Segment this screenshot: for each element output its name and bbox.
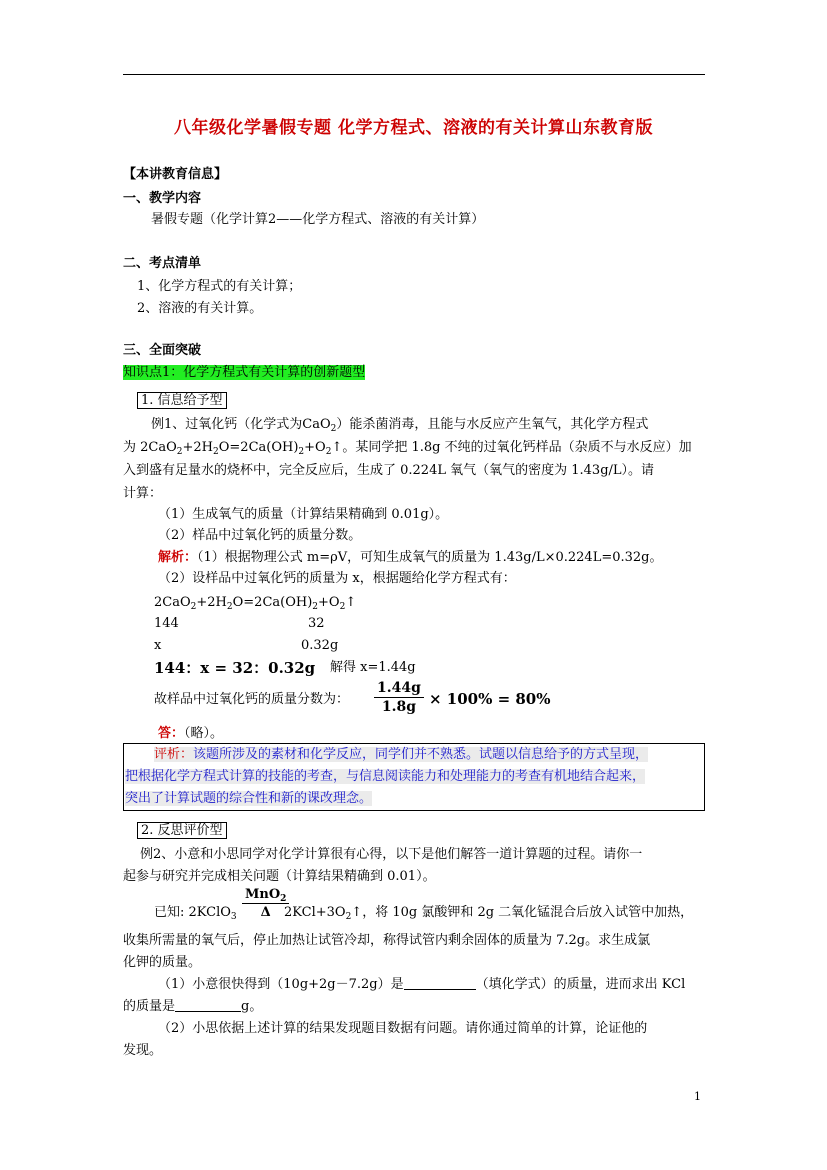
heading-teaching-content: 一、教学内容 [123, 191, 202, 206]
proportion-equation: 144：x = 32：0.32g [154, 659, 316, 677]
example-2-question-1a: （1）小意很快得到（10g+2g－7.2g）是 （填化学式）的质量，进而求出 KCl [158, 977, 686, 992]
fraction-prefix: 故样品中过氧化钙的质量分数为： [154, 692, 350, 707]
solution-line-2: （2）设样品中过氧化钙的质量为 x，根据题给化学方程式有： [158, 571, 516, 586]
heat-symbol: Δ [260, 905, 271, 920]
known-reaction-right: $2KCl+3O_2↑$，将 10g 氯酸钾和 2g 二氧化锰混合后放入试管中加热， [284, 905, 694, 922]
example-2-question-2a: （2）小思依据上述计算的结果发现题目数据有问题。请你通过简单的计算，论证他的 [158, 1021, 648, 1036]
blank-formula[interactable] [404, 976, 476, 990]
catalyst-condition [242, 887, 289, 920]
header-rule [123, 74, 705, 75]
page-number: 1 [694, 1090, 701, 1103]
page-title: 八年级化学暑假专题 化学方程式、溶液的有关计算山东教育版 [174, 118, 653, 138]
key-point-2: 2、溶液的有关计算。 [137, 301, 263, 316]
type-1-label [137, 392, 227, 410]
blank-kcl-mass[interactable] [175, 998, 241, 1012]
solution-line-1: 解析：（1）根据物理公式 m=ρV，可知生成氧气的质量为 1.43g/L×0.224L=0.32g。 [158, 550, 663, 565]
type-2-label [137, 822, 227, 840]
knowledge-highlight: 知识点1：化学方程式有关计算的创新题型 [123, 365, 366, 380]
review-label: 评析： [154, 747, 194, 762]
example-1-line-3: 入到盛有足量水的烧杯中，完全反应后，生成了 0.224L 氧气（氧气的密度为 1.43g/L）。请 [123, 463, 655, 478]
example-2-line-4: 收集所需量的氧气后，停止加热让试管冷却，称得试管内剩余固体的质量为 7.2g。求生成氯 [123, 933, 651, 948]
example-1-line-2: 为 $2CaO_2+2H_2O=2Ca(OH)_2+O_2↑$。某同学把 1.8g 不纯的过氧化钙样品（杂质不与水反应）加 [123, 440, 692, 457]
key-point-1: 1、化学方程式的有关计算； [137, 279, 302, 294]
section-header: 【本讲教育信息】 [123, 167, 228, 182]
review-line-2: 把根据化学方程式计算的技能的考查，与信息阅读能力和处理能力的考查有机地结合起来， [125, 769, 646, 784]
ratio-row-2-left: x [154, 638, 162, 653]
review-line-1: 评析：该题所涉及的素材和化学反应，同学们并不熟悉。试题以信息给予的方式呈现， [154, 747, 649, 762]
answer-label: 答： [158, 726, 185, 741]
known-reaction-left: 已知: 2KClO$_3$ [154, 905, 237, 922]
example-2-line-2: 起参与研究并完成相关问题（计算结果精确到 0.01）。 [123, 869, 436, 884]
heading-breakthrough: 三、全面突破 [123, 343, 202, 358]
example-2-line-1: 例2、小意和小思同学对化学计算很有心得，以下是他们解答一道计算题的过程。请你一 [140, 847, 643, 862]
example-1-question-2: （2）样品中过氧化钙的质量分数。 [158, 528, 362, 543]
fraction-numerator: 1.44g [374, 680, 424, 698]
review-line-3: 突出了计算试题的综合性和新的课改理念。 [125, 791, 373, 806]
heading-key-points: 二、考点清单 [123, 256, 202, 271]
ratio-row-1-right: 32 [308, 616, 325, 631]
chemical-equation: $2CaO_2+2H_2O=2Ca(OH)_2+O_2↑$ [154, 595, 357, 612]
teaching-content-text: 暑假专题（化学计算2——化学方程式、溶液的有关计算） [151, 212, 485, 227]
example-2-question-1b: 的质量是 g。 [123, 999, 263, 1014]
ratio-row-1-left: 144 [154, 616, 179, 631]
type-1-box: 1. 信息给予型 [137, 392, 227, 409]
mass-fraction [374, 680, 424, 715]
fraction-denominator: 1.8g [381, 699, 417, 715]
fraction-result: × 100% = 80% [429, 690, 551, 708]
example-2-line-5: 化钾的质量。 [123, 955, 202, 970]
answer-line: 答：（略）。 [158, 726, 224, 741]
solve-result: 解得 x=1.44g [330, 660, 416, 675]
example-1-line-1: 例1、过氧化钙（化学式为CaO$_2$）能杀菌消毒，且能与水反应产生氧气，其化学方程式 [151, 417, 649, 434]
catalyst-label: MnO$_2$ [242, 887, 289, 904]
ratio-row-2-right: 0.32g [301, 638, 339, 653]
type-2-box: 2. 反思评价型 [137, 822, 227, 839]
example-1-question-1: （1）生成氧气的质量（计算结果精确到 0.01g）。 [158, 507, 449, 522]
knowledge-point-1 [123, 364, 365, 382]
example-1-line-4: 计算： [123, 486, 163, 501]
solution-label: 解析： [158, 550, 198, 565]
example-2-question-2b: 发现。 [123, 1043, 163, 1058]
